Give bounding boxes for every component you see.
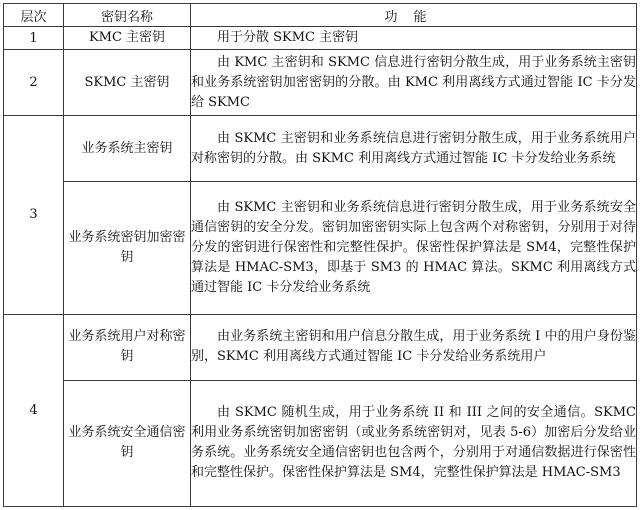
key-name-cell: KMC 主密钥 [64,27,191,50]
key-name-cell: 业务系统安全通信密钥 [64,380,191,506]
function-text: 由 SKMC 随机生成，用于业务系统 II 和 III 之间的安全通信。SKMC 利用业务系统密钥加密密钥（或业务系统密钥对，见表 5-6）加密后分发给业务系统。业务系统安全通信密钥也包含两个，分别用于对通信数据进行保密性和完整性保护。保密性保护算法是 SM4，完整性保护算法是 HMAC-SM3 [191,405,636,481]
function-cell [191,380,637,506]
key-name-cell: 业务系统用户对称密钥 [64,314,191,380]
function-cell [191,116,637,182]
header-level: 层次 [4,4,64,27]
function-text: 由 KMC 主密钥和 SKMC 信息进行密钥分散生成，用于业务系统主密钥和业务系统密钥加密密钥的分散。由 KMC 利用离线方式通过智能 IC 卡分发给 SKMC [191,54,636,110]
function-text: 由 SKMC 主密钥和业务系统信息进行密钥分散生成，用于业务系统安全通信密钥的安全分发。密钥加密密钥实际上包含两个对称密钥，分别用于对待分发的密钥进行保密性和完整性保护。保密性保护算法是 SM4，完整性保护算法是 HMAC-SM3，即基于 SM3 的 HMAC 算法。SKMC 利用离线方式通过智能 IC 卡分发给业务系统 [191,199,636,295]
function-cell [191,50,637,116]
level-cell: 3 [4,116,64,314]
function-cell [191,27,637,50]
table-row [4,182,637,314]
header-function: 功能 [191,4,637,27]
function-text: 由业务系统主密钥和用户信息分散生成，用于业务系统 I 中的用户身份鉴别，SKMC 利用离线方式通过智能 IC 卡分发给业务系统用户 [191,329,636,365]
function-cell [191,314,637,380]
table-row [4,116,637,182]
function-cell [191,182,637,314]
level-cell: 4 [4,314,64,506]
key-hierarchy-table [3,3,637,507]
table-row [4,380,637,506]
level-cell: 2 [4,50,64,116]
function-text: 用于分散 SKMC 主密钥 [217,30,359,46]
key-name-cell: 业务系统主密钥 [64,116,191,182]
key-name-cell: 业务系统密钥加密密钥 [64,182,191,314]
level-cell: 1 [4,27,64,50]
function-text: 由 SKMC 主密钥和业务系统信息进行密钥分散生成，用于业务系统用户对称密钥的分散。由 SKMC 利用离线方式通过智能 IC 卡分发给业务系统 [191,130,636,166]
table-row [4,314,637,380]
header-row [4,4,637,27]
table-row [4,27,637,50]
key-name-cell: SKMC 主密钥 [64,50,191,116]
table-row [4,50,637,116]
header-key-name: 密钥名称 [64,4,191,27]
